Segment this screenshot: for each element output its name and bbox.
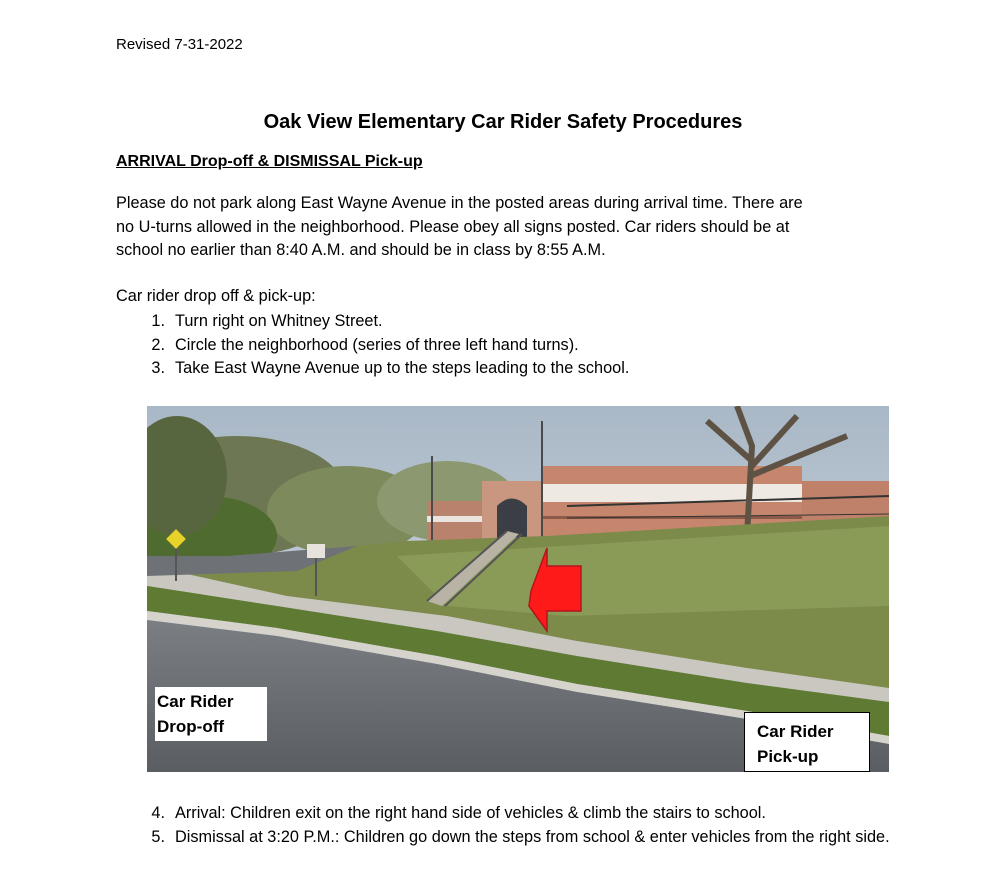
list-item: [145, 826, 905, 874]
school-street-photo: [147, 406, 889, 772]
list-item: [145, 310, 905, 334]
pickup-label: [744, 712, 870, 772]
dropoff-label: [155, 687, 267, 741]
list-item: [145, 802, 905, 826]
list-item-text: Dismissal at 3:20 P.M.: Children go down the steps from school & enter vehicles from the right side.: [175, 827, 890, 846]
intro-line: no U-turns allowed in the neighborhood. Please obey all signs posted. Car riders should be at: [116, 217, 790, 236]
list-item-number: 3.: [151, 359, 165, 377]
intro-line: school no earlier than 8:40 A.M. and should be in class by 8:55 A.M.: [116, 241, 606, 259]
intro-paragraph: [116, 192, 906, 263]
list-item-text: Circle the neighborhood (series of three left hand turns).: [175, 335, 579, 354]
list-item-number: 4.: [151, 804, 165, 822]
list-item-number: 5.: [151, 827, 165, 846]
intro-line: Please do not park along East Wayne Avenue in the posted areas during arrival time. There are: [116, 194, 803, 212]
pickup-label-line: Car Rider: [757, 722, 834, 741]
pickup-label-line: Pick-up: [757, 747, 819, 766]
steps-lead: Car rider drop off & pick-up:: [116, 287, 316, 305]
section-heading: ARRIVAL Drop-off & DISMISSAL Pick-up: [116, 153, 423, 170]
numbered-list: [145, 802, 905, 877]
list-item: [145, 357, 905, 381]
list-item-text: Take East Wayne Avenue up to the steps leading to the school.: [175, 359, 630, 377]
list-item-text: Turn right on Whitney Street.: [175, 312, 383, 330]
list-item-number: 2.: [151, 335, 165, 354]
list-item-text: Arrival: Children exit on the right hand side of vehicles & climb the stairs to school.: [175, 804, 766, 822]
dropoff-label-line: Car Rider: [157, 692, 234, 711]
numbered-list: [145, 310, 905, 385]
list-item: [145, 334, 905, 358]
page-title: Oak View Elementary Car Rider Safety Procedures: [263, 111, 743, 133]
revised-date: Revised 7-31-2022: [116, 36, 243, 53]
dropoff-label-line: Drop-off: [157, 717, 225, 736]
list-item-number: 1.: [151, 312, 165, 330]
